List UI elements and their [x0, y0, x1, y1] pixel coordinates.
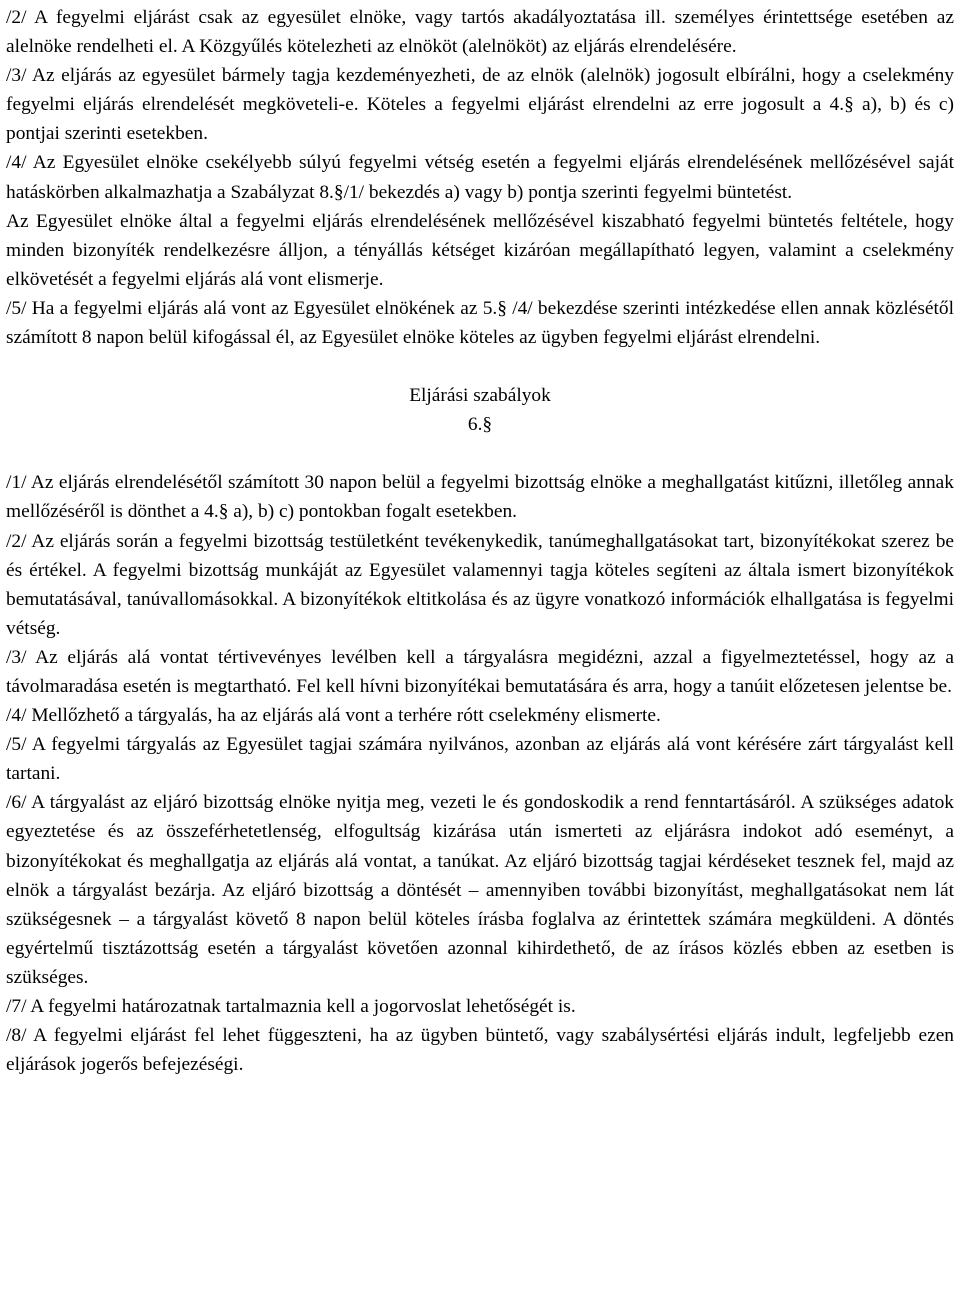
section-heading	[6, 381, 954, 439]
section6-paragraph-7: /7/ A fegyelmi határozatnak tartalmaznia kell a jogorvoslat lehetőségét is.	[6, 996, 576, 1017]
paragraph-2: /2/ A fegyelmi eljárást csak az egyesület elnöke, vagy tartós akadályoztatása ill. személyes érintettsége esetében az alelnöke rendelheti el. A Közgyűlés kötelezheti az elnököt (alelnököt) az eljárás elrendelésére.	[6, 7, 954, 58]
paragraphs-after	[6, 468, 954, 1079]
section6-paragraph-2: /2/ Az eljárás során a fegyelmi bizottság testületként tevékenykedik, tanúmeghallgatásokat tart, bizonyítékokat szerez be és értékel. A fegyelmi bizottság munkáját az Egyesület valamennyi tagja köteles segíteni az általa ismert bizonyítékok bemutatásával, tanúvallomásokkal. A bizonyítékok eltitkolása és az ügyre vonatkozó információk elhallgatása is fegyelmi vétség.	[6, 530, 954, 639]
paragraph-5: /5/ Ha a fegyelmi eljárás alá vont az Egyesület elnökének az 5.§ /4/ bekezdése szerinti intézkedése ellen annak közlésétől számított 8 napon belül kifogással él, az Egyesület elnöke köteles az ügyben fegyelmi eljárást elrendelni.	[6, 297, 954, 349]
section6-paragraph-8: /8/ A fegyelmi eljárást fel lehet függeszteni, ha az ügyben büntető, vagy szabálysértési eljárás indult, legfeljebb ezen eljárások jogerős befejezéségi.	[6, 1025, 954, 1076]
section6-paragraph-4: /4/ Mellőzhető a tárgyalás, ha az eljárás alá vont a terhére rótt cselekmény elismerte.	[6, 705, 661, 727]
paragraph-4-continued: Az Egyesület elnöke által a fegyelmi eljárás elrendelésének mellőzésével kiszabható fegyelmi büntetés feltétele, hogy minden bizonyíték rendelkezésre álljon, a tényállás kétséget kizáróan megállapítható legyen, valamint a cselekmény elkövetését a fegyelmi eljárás alá vont elismerje.	[6, 210, 954, 290]
section6-paragraph-6: /6/ A tárgyalást az eljáró bizottság elnöke nyitja meg, vezeti le és gondoskodik a rend fenntartásáról. A szükséges adatok egyeztetése és az összeférhetetlenség, elfogultság kizárása után ismerteti az eljárásra indokot adó eseményt, a bizonyítékokat és meghallgatja az eljárás alá vontat, a tanúkat. Az eljáró bizottság tagjai kérdéseket tesznek fel, majd az elnök a tárgyalást bezárja. Az eljáró bizottság a döntését – amennyiben további bizonyítást, meghallgatásokat nem lát szükségesnek – a tárgyalást követő 8 napon belül köteles írásba foglalva az érintettek számára megküldeni. A döntés egyértelmű tisztázottság esetén a tárgyalást követően azonnal kihirdethető, de az írásos közlés ebben az esetben is szükséges.	[6, 792, 954, 988]
section-title: Eljárási szabályok	[409, 385, 551, 407]
section6-paragraph-3: /3/ Az eljárás alá vontat tértivevényes levélben kell a tárgyalásra megidézni, azzal a figyelmeztetéssel, hogy az a távolmaradása esetén is megtartható. Fel kell hívni bizonyítékai bemutatására és arra, hogy a tanúit előzetesen jelentse be.	[6, 646, 954, 697]
section6-paragraph-5: /5/ A fegyelmi tárgyalás az Egyesület tagjai számára nyilvános, azonban az eljárás alá vont kérésére zárt tárgyalást kell tartani.	[6, 734, 954, 785]
paragraphs-before	[6, 3, 954, 352]
paragraph-3: /3/ Az eljárás az egyesület bármely tagja kezdeményezheti, de az elnök (alelnök) jogosult elbírálni, hogy a cselekmény fegyelmi eljárás elrendelését megköveteli-e. Köteles a fegyelmi eljárást elrendelni az erre jogosult a 4.§ a), b) és c) pontjai szerinti esetekben.	[6, 65, 954, 145]
section6-paragraph-1: /1/ Az eljárás elrendelésétől számított 30 napon belül a fegyelmi bizottság elnöke a meghallgatást kitűzni, illetőleg annak mellőzéséről is dönthet a 4.§ a), b) c) pontokban fogalt esetekben.	[6, 472, 954, 523]
section-number: 6.§	[467, 414, 493, 436]
paragraph-4: /4/ Az Egyesület elnöke csekélyebb súlyú fegyelmi vétség esetén a fegyelmi eljárás elrendelésének mellőzésével saját hatáskörben alkalmazhatja a Szabályzat 8.§/1/ bekezdés a) vagy b) pontja szerinti fegyelmi büntetést.	[6, 152, 954, 203]
